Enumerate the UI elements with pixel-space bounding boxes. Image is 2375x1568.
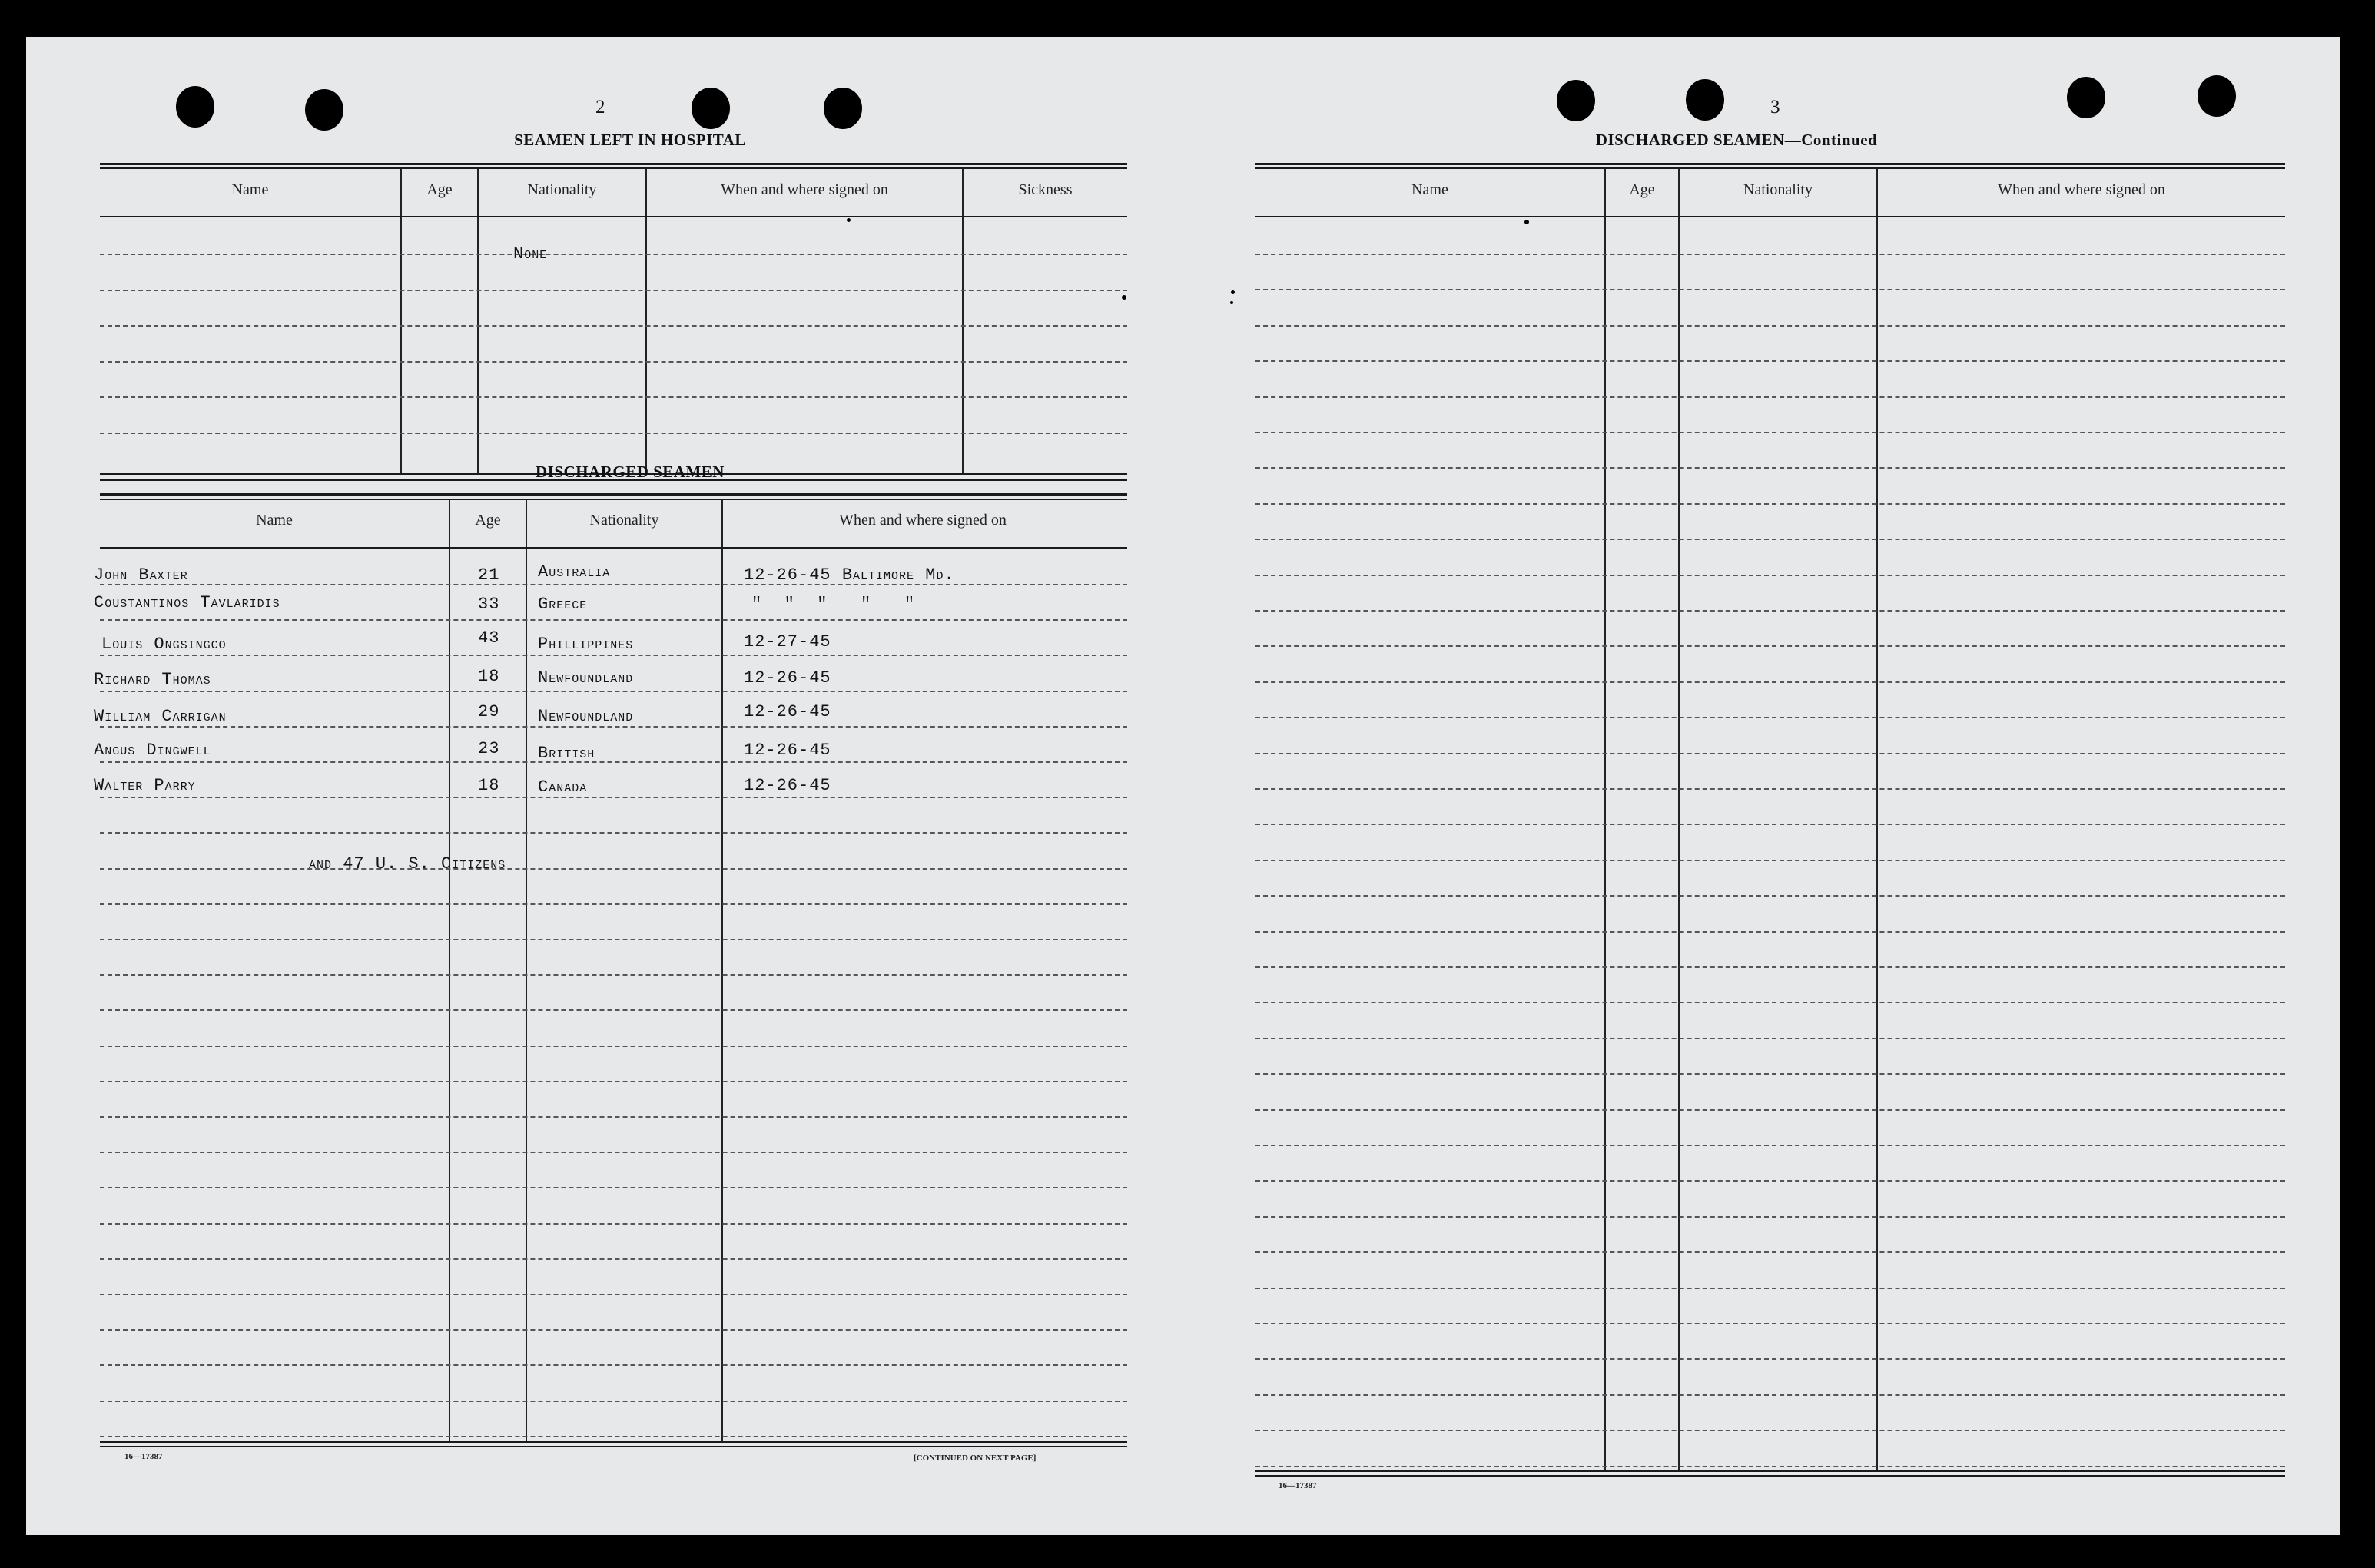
right-col-divider	[1604, 169, 1606, 1470]
right-col-divider	[1876, 169, 1878, 1470]
hospital-col-divider	[962, 169, 964, 475]
left-form-code: 16—17387	[124, 1452, 163, 1461]
ruled-line	[1255, 432, 2285, 433]
ruled-line	[100, 1081, 1127, 1082]
discharged-bottom-rule-2	[100, 1446, 1127, 1447]
discharged-bottom-rule	[100, 1441, 1127, 1443]
seaman-signed-on: 12-26-45	[744, 668, 831, 688]
ruled-line	[1255, 717, 2285, 718]
ruled-line	[1255, 1323, 2285, 1324]
discharged-header-age: Age	[475, 512, 501, 529]
seaman-signed-on: 12-27-45	[744, 632, 831, 651]
us-citizens-note: and 47 U. S. Citizens	[309, 854, 506, 874]
seaman-nationality: Phillippines	[538, 635, 634, 654]
ruled-line	[100, 903, 1127, 905]
discharged-header-rule	[100, 547, 1127, 549]
seaman-nationality: Newfoundland	[538, 707, 634, 726]
ruled-line	[100, 974, 1127, 976]
ruled-line	[100, 1046, 1127, 1047]
ink-speck	[847, 218, 851, 222]
discharged-col-divider	[449, 500, 450, 1441]
ruled-line	[1255, 860, 2285, 861]
punch-hole	[1686, 79, 1724, 121]
hospital-col-divider	[645, 169, 647, 475]
right-header-name: Name	[1411, 181, 1448, 198]
right-top-rule	[1255, 163, 2285, 165]
ruled-line	[1255, 1216, 2285, 1218]
hospital-header-signed-on: When and where signed on	[721, 181, 888, 198]
seaman-age: 23	[478, 739, 500, 758]
ruled-line	[1255, 1358, 2285, 1360]
right-bottom-rule-2	[1255, 1475, 2285, 1477]
right-header-age: Age	[1629, 181, 1655, 198]
punch-hole	[692, 88, 730, 129]
hospital-header-rule	[100, 216, 1127, 217]
ruled-line	[1255, 575, 2285, 576]
ruled-line	[1255, 1251, 2285, 1253]
seaman-name: John Baxter	[94, 565, 188, 585]
ruled-line	[100, 254, 1127, 255]
ruled-line	[100, 433, 1127, 434]
continued-note: [CONTINUED ON NEXT PAGE]	[914, 1454, 1037, 1463]
seaman-name: Louis Ongsingco	[101, 635, 227, 654]
punch-hole	[824, 88, 862, 129]
ruled-line	[100, 396, 1127, 398]
seaman-nationality: Greece	[538, 595, 588, 614]
discharged-top-rule	[100, 493, 1127, 496]
seaman-name: William Carrigan	[94, 707, 227, 726]
ruled-line	[1255, 1288, 2285, 1289]
ruled-line	[1255, 1430, 2285, 1431]
seaman-name: Angus Dingwell	[94, 741, 211, 760]
ruled-line	[100, 691, 1127, 692]
right-bottom-rule	[1255, 1470, 2285, 1472]
hospital-header-age: Age	[426, 181, 453, 198]
ink-speck	[1122, 295, 1126, 300]
hospital-top-rule	[100, 163, 1127, 165]
seaman-signed-on: 12-26-45	[744, 702, 831, 721]
ruled-line	[1255, 467, 2285, 469]
ruled-line	[100, 1223, 1127, 1225]
seaman-signed-on: 12-26-45 Baltimore Md.	[744, 565, 955, 585]
right-col-divider	[1678, 169, 1680, 1470]
ruled-line	[100, 655, 1127, 656]
seaman-signed-on: 12-26-45	[744, 776, 831, 795]
ruled-line	[1255, 681, 2285, 683]
ruled-line	[1255, 539, 2285, 540]
hospital-top-rule-2	[100, 167, 1127, 169]
ruled-line	[1255, 1394, 2285, 1396]
ruled-line	[100, 619, 1127, 621]
discharged-title: DISCHARGED SEAMEN	[536, 462, 725, 481]
seaman-nationality: Australia	[538, 562, 611, 582]
ruled-line	[100, 939, 1127, 940]
seaman-signed-on: 12-26-45	[744, 741, 831, 760]
ruled-line	[100, 1329, 1127, 1331]
ruled-line	[1255, 931, 2285, 933]
ruled-line	[1255, 1180, 2285, 1182]
ruled-line	[100, 868, 1127, 870]
hospital-header-name: Name	[231, 181, 269, 198]
ruled-line	[100, 1187, 1127, 1188]
seaman-age: 33	[478, 595, 500, 614]
punch-hole	[305, 89, 343, 131]
ruled-line	[100, 1294, 1127, 1295]
ruled-line	[1255, 396, 2285, 398]
right-header-signed-on: When and where signed on	[1998, 181, 2165, 198]
ruled-line	[100, 797, 1127, 798]
seaman-age: 21	[478, 565, 500, 585]
hospital-col-divider	[400, 169, 402, 475]
discharged-col-divider	[526, 500, 527, 1441]
right-header-rule	[1255, 216, 2285, 217]
ruled-line	[1255, 1466, 2285, 1467]
ruled-line	[1255, 645, 2285, 647]
punch-hole	[2067, 77, 2105, 118]
ruled-line	[1255, 503, 2285, 505]
right-form-code: 16—17387	[1279, 1481, 1317, 1490]
ruled-line	[100, 361, 1127, 363]
ruled-line	[100, 832, 1127, 834]
ruled-line	[100, 584, 1127, 585]
ruled-line	[1255, 1002, 2285, 1003]
ruled-line	[1255, 788, 2285, 790]
ruled-line	[100, 726, 1127, 728]
ink-speck	[1524, 220, 1529, 224]
ruled-line	[100, 290, 1127, 291]
ruled-line	[1255, 1145, 2285, 1146]
right-header-nationality: Nationality	[1743, 181, 1813, 198]
seaman-nationality: British	[538, 744, 595, 763]
ruled-line	[100, 1436, 1127, 1437]
seaman-age: 43	[478, 628, 500, 648]
ruled-line	[1255, 895, 2285, 897]
hospital-header-sickness: Sickness	[1018, 181, 1073, 198]
seaman-name: Coustantinos Tavlaridis	[94, 593, 280, 612]
punch-hole	[1557, 80, 1595, 121]
discharged-top-rule-2	[100, 499, 1127, 500]
hospital-col-divider	[477, 169, 479, 475]
hospital-title: SEAMEN LEFT IN HOSPITAL	[514, 131, 746, 149]
ruled-line	[100, 325, 1127, 327]
discharged-header-signed-on: When and where signed on	[839, 512, 1007, 529]
ruled-line	[100, 761, 1127, 763]
seaman-age: 18	[478, 776, 500, 795]
ruled-line	[1255, 824, 2285, 825]
hospital-header-nationality: Nationality	[527, 181, 597, 198]
ink-speck	[1231, 290, 1235, 294]
document-sheet	[26, 37, 2340, 1535]
seaman-signed-on: " " " " "	[751, 595, 916, 614]
ruled-line	[100, 1401, 1127, 1402]
ruled-line	[1255, 966, 2285, 968]
discharged-col-divider	[721, 500, 723, 1441]
ruled-line	[1255, 289, 2285, 290]
ruled-line	[1255, 360, 2285, 362]
seaman-name: Walter Parry	[94, 776, 196, 795]
ruled-line	[1255, 610, 2285, 612]
ruled-line	[100, 1116, 1127, 1118]
ruled-line	[1255, 1073, 2285, 1075]
seaman-nationality: Canada	[538, 777, 588, 797]
ruled-line	[100, 1009, 1127, 1011]
ruled-line	[1255, 753, 2285, 754]
ruled-line	[100, 1364, 1127, 1366]
ruled-line	[1255, 325, 2285, 327]
discharged-header-name: Name	[256, 512, 293, 529]
ruled-line	[100, 1152, 1127, 1153]
right-page-number: 3	[1770, 97, 1780, 118]
ruled-line	[1255, 1038, 2285, 1039]
ruled-line	[100, 1258, 1127, 1260]
hospital-none-entry: None	[513, 244, 548, 264]
left-page-number: 2	[595, 97, 605, 118]
seaman-nationality: Newfoundland	[538, 668, 634, 688]
seaman-age: 29	[478, 702, 500, 721]
right-top-rule-2	[1255, 167, 2285, 169]
seaman-name: Richard Thomas	[94, 670, 211, 689]
ruled-line	[1255, 1109, 2285, 1111]
ruled-line	[1255, 254, 2285, 255]
seaman-age: 18	[478, 667, 500, 686]
punch-hole	[176, 86, 214, 128]
discharged-continued-title: DISCHARGED SEAMEN—Continued	[1595, 131, 1878, 149]
discharged-header-nationality: Nationality	[589, 512, 659, 529]
punch-hole	[2198, 75, 2236, 117]
ink-speck	[1230, 301, 1233, 304]
